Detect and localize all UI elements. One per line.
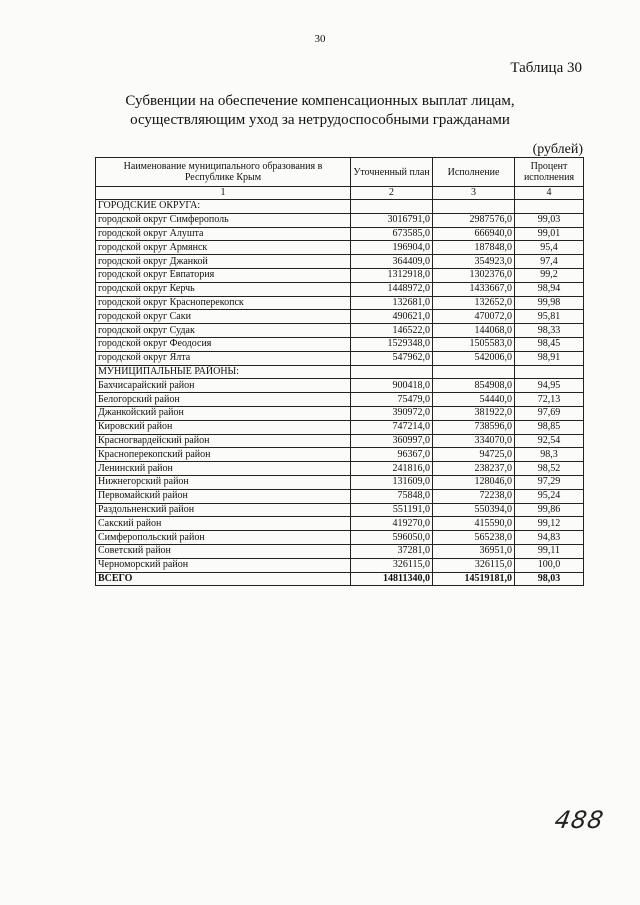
row-name: Раздольненский район [96,503,351,517]
row-execution: 326115,0 [433,558,515,572]
row-execution: 738596,0 [433,420,515,434]
row-execution: 2987576,0 [433,213,515,227]
row-plan: 547962,0 [351,351,433,365]
row-plan: 196904,0 [351,241,433,255]
row-execution: 381922,0 [433,406,515,420]
row-plan: 96367,0 [351,448,433,462]
section-label: МУНИЦИПАЛЬНЫЕ РАЙОНЫ: [96,365,351,379]
row-plan: 146522,0 [351,324,433,338]
table-row [96,503,584,517]
table-label: Таблица 30 [510,60,582,76]
document-title [0,92,640,130]
empty-cell [433,200,515,214]
row-percent: 98,91 [515,351,584,365]
table-row [96,489,584,503]
row-percent: 92,54 [515,434,584,448]
row-percent: 99,03 [515,213,584,227]
index-cell: 4 [515,187,584,200]
row-execution: 1302376,0 [433,268,515,282]
row-name: городской округ Симферополь [96,213,351,227]
empty-cell [351,365,433,379]
row-name: Нижнегорский район [96,475,351,489]
row-execution: 36951,0 [433,544,515,558]
row-plan: 1448972,0 [351,282,433,296]
empty-cell [515,365,584,379]
row-plan: 551191,0 [351,503,433,517]
row-percent: 99,01 [515,227,584,241]
table-row [96,337,584,351]
table-row [96,268,584,282]
page-number: 30 [314,33,326,45]
row-name: Советский район [96,544,351,558]
row-name: городской округ Керчь [96,282,351,296]
index-cell: 1 [96,187,351,200]
row-percent: 98,33 [515,324,584,338]
row-percent: 72,13 [515,393,584,407]
row-percent: 98,03 [515,572,584,586]
header-plan: Уточненный план [351,158,433,187]
row-name: Черноморский район [96,558,351,572]
row-plan: 419270,0 [351,517,433,531]
table-row [96,517,584,531]
row-execution: 666940,0 [433,227,515,241]
row-plan: 900418,0 [351,379,433,393]
index-cell: 2 [351,187,433,200]
row-name: Сакский район [96,517,351,531]
row-execution: 132652,0 [433,296,515,310]
table-row [96,227,584,241]
table-row [96,324,584,338]
row-plan: 390972,0 [351,406,433,420]
row-percent: 98,85 [515,420,584,434]
row-plan: 490621,0 [351,310,433,324]
header-row [96,158,584,187]
row-name: Джанкойский район [96,406,351,420]
row-percent: 98,45 [515,337,584,351]
header-execution: Исполнение [433,158,515,187]
row-name: городской округ Саки [96,310,351,324]
row-name: Красногвардейский район [96,434,351,448]
row-percent: 98,52 [515,462,584,476]
row-plan: 364409,0 [351,255,433,269]
row-name: городской округ Феодосия [96,337,351,351]
row-name: Симферопольский район [96,531,351,545]
table-row [96,531,584,545]
row-percent: 99,12 [515,517,584,531]
row-percent: 95,81 [515,310,584,324]
table-row [96,241,584,255]
row-plan: 132681,0 [351,296,433,310]
row-execution: 854908,0 [433,379,515,393]
table-row [96,255,584,269]
table-row [96,296,584,310]
row-plan: 75848,0 [351,489,433,503]
title-line-2: осуществляющим уход за нетрудоспособными гражданами [130,112,510,128]
table-row [96,379,584,393]
empty-cell [433,365,515,379]
row-plan: 241816,0 [351,462,433,476]
row-execution: 54440,0 [433,393,515,407]
row-percent: 99,11 [515,544,584,558]
row-plan: 14811340,0 [351,572,433,586]
row-execution: 144068,0 [433,324,515,338]
table-row [96,351,584,365]
row-plan: 747214,0 [351,420,433,434]
row-execution: 1433667,0 [433,282,515,296]
table-row [96,420,584,434]
table-row [96,544,584,558]
table-row [96,558,584,572]
row-percent: 97,4 [515,255,584,269]
row-percent: 95,24 [515,489,584,503]
row-percent: 99,98 [515,296,584,310]
row-percent: 94,95 [515,379,584,393]
row-execution: 94725,0 [433,448,515,462]
unit-label: (рублей) [532,142,583,157]
row-name: Ленинский район [96,462,351,476]
row-percent: 95,4 [515,241,584,255]
handwritten-page-number: 488 [552,806,607,834]
table-row [96,282,584,296]
row-name: Бахчисарайский район [96,379,351,393]
row-name: городской округ Красноперекопск [96,296,351,310]
row-plan: 596050,0 [351,531,433,545]
empty-cell [515,200,584,214]
table-body [96,187,584,586]
row-plan: 673585,0 [351,227,433,241]
table-row [96,448,584,462]
row-name: городской округ Армянск [96,241,351,255]
empty-cell [351,200,433,214]
index-row [96,187,584,200]
row-percent: 100,0 [515,558,584,572]
section-urban-row [96,200,584,214]
row-execution: 14519181,0 [433,572,515,586]
section-label: ГОРОДСКИЕ ОКРУГА: [96,200,351,214]
row-name: городской округ Ялта [96,351,351,365]
row-name: городской округ Алушта [96,227,351,241]
row-name: Красноперекопский район [96,448,351,462]
row-execution: 72238,0 [433,489,515,503]
row-plan: 37281,0 [351,544,433,558]
row-execution: 128046,0 [433,475,515,489]
header-name: Наименование муниципального образования в Республике Крым [96,158,351,187]
row-plan: 360997,0 [351,434,433,448]
row-execution: 470072,0 [433,310,515,324]
row-execution: 415590,0 [433,517,515,531]
row-plan: 326115,0 [351,558,433,572]
row-execution: 542006,0 [433,351,515,365]
row-percent: 98,3 [515,448,584,462]
row-name: Кировский район [96,420,351,434]
table-row [96,310,584,324]
row-plan: 1312918,0 [351,268,433,282]
table-row [96,434,584,448]
table-row [96,393,584,407]
row-name: Первомайский район [96,489,351,503]
row-percent: 94,83 [515,531,584,545]
table-row [96,475,584,489]
subvention-table [95,157,584,586]
row-name: Белогорский район [96,393,351,407]
table-row [96,462,584,476]
table-row [96,213,584,227]
row-percent: 99,86 [515,503,584,517]
header-percent: Процент исполнения [515,158,584,187]
total-row [96,572,584,586]
index-cell: 3 [433,187,515,200]
row-execution: 187848,0 [433,241,515,255]
row-plan: 131609,0 [351,475,433,489]
row-plan: 75479,0 [351,393,433,407]
row-percent: 99,2 [515,268,584,282]
row-execution: 550394,0 [433,503,515,517]
row-name: городской округ Евпатория [96,268,351,282]
section-districts-row [96,365,584,379]
row-execution: 1505583,0 [433,337,515,351]
row-percent: 98,94 [515,282,584,296]
row-percent: 97,29 [515,475,584,489]
row-execution: 334070,0 [433,434,515,448]
row-plan: 3016791,0 [351,213,433,227]
row-execution: 565238,0 [433,531,515,545]
row-percent: 97,69 [515,406,584,420]
row-name: городской округ Джанкой [96,255,351,269]
row-execution: 354923,0 [433,255,515,269]
title-line-1: Субвенции на обеспечение компенсационных выплат лицам, [125,93,515,109]
row-plan: 1529348,0 [351,337,433,351]
row-execution: 238237,0 [433,462,515,476]
row-name: ВСЕГО [96,572,351,586]
table-row [96,406,584,420]
row-name: городской округ Судак [96,324,351,338]
